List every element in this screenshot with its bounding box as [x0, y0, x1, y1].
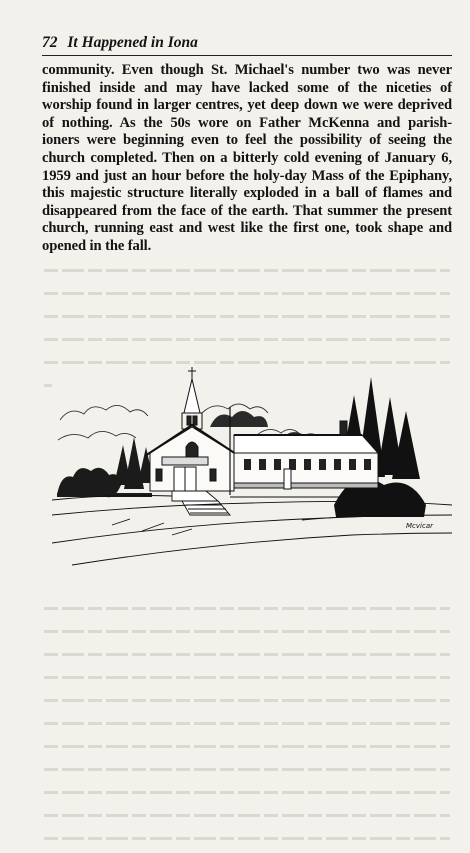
- text-line: community. Even though St. Michael's number two was never: [42, 62, 452, 78]
- text-line: church completed. Then on a bitterly cold evening of January 6,: [42, 149, 452, 166]
- text-line: finished inside and may have lacked some of the niceties of: [42, 79, 452, 96]
- text-line: church, running east and west like the first one, took shape and: [42, 220, 452, 237]
- text-line: disappeared from the face of the earth. That summer the present: [42, 202, 452, 219]
- church-illustration: [52, 365, 452, 585]
- book-title: It Happened in Iona: [67, 34, 198, 51]
- text-line: ioners were beginning even to feel the possibility of seeing the: [42, 132, 452, 149]
- artist-signature: Mcvicar: [406, 522, 433, 530]
- bleed-through-lower: [44, 600, 450, 853]
- text-line: 1959 and just an hour before the holy-day Mass of the Epiphany,: [42, 167, 452, 184]
- text-line: of nothing. As the 50s wore on Father McKenna and parish-: [42, 114, 452, 131]
- main-paragraph: [42, 62, 452, 256]
- text-line: worship found in larger centres, yet deep down we were deprived: [42, 97, 452, 114]
- running-header: [42, 34, 452, 56]
- text-line: this majestic structure literally exploded in a ball of flames and: [42, 185, 452, 202]
- text-line: opened in the fall.: [42, 237, 152, 254]
- page-number: 72: [42, 34, 58, 51]
